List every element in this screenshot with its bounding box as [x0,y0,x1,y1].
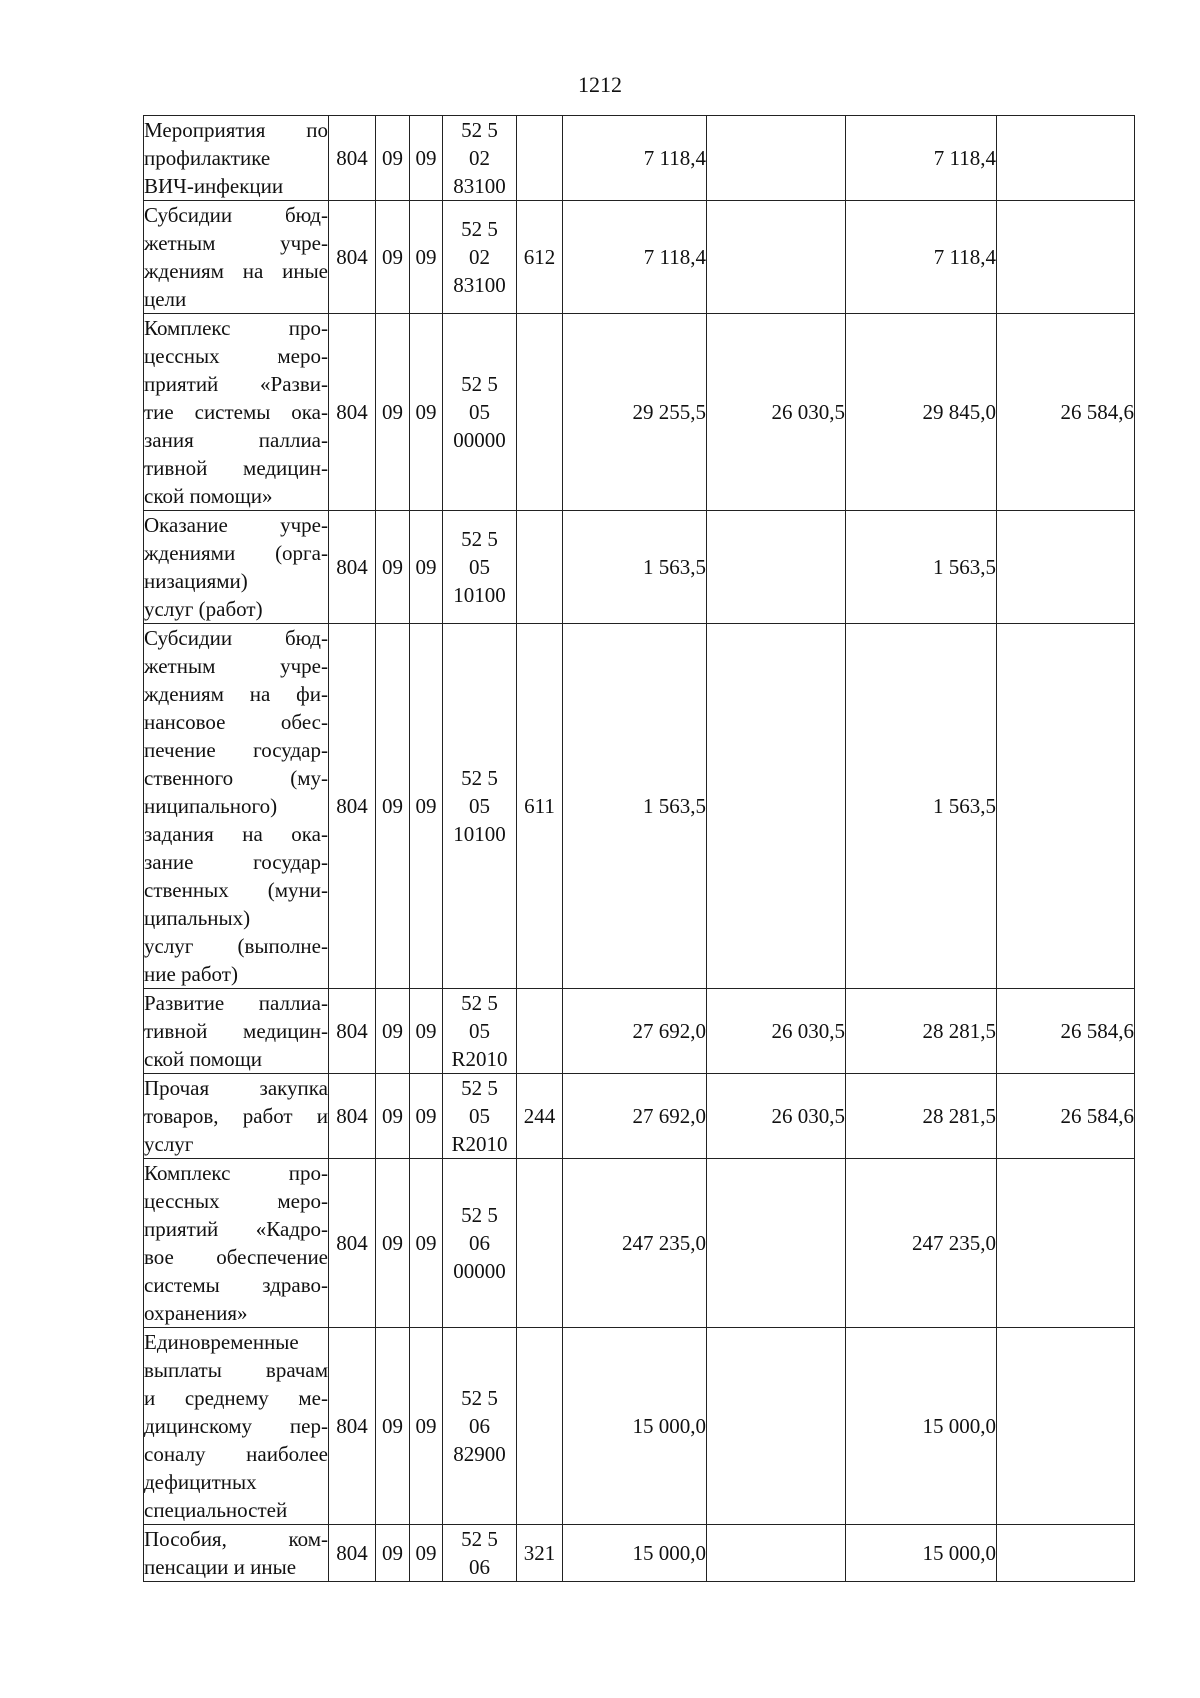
row-name-line: товаров, работ и [144,1104,328,1128]
target-article-code-line: 06 [469,1414,490,1438]
row-name-line: Развитие паллиа- [144,991,328,1015]
subsection-code: 09 [410,989,443,1074]
dept-code: 804 [329,201,376,314]
target-article-code-line: 05 [469,400,490,424]
target-article-code-line: 10100 [453,583,506,607]
table-row [144,116,1135,201]
row-name-line: жетным учре- [144,654,328,678]
table-row [144,624,1135,989]
section-code: 09 [376,1525,410,1582]
target-article-code [443,624,517,989]
target-article-code-line: 06 [469,1555,490,1579]
target-article-code-line: 83100 [453,174,506,198]
dept-code: 804 [329,116,376,201]
target-article-code [443,201,517,314]
target-article-code [443,116,517,201]
subsection-code: 09 [410,314,443,511]
amount-3: 28 281,5 [846,1074,997,1159]
row-name-line: Прочая закупка [144,1076,328,1100]
row-name-line: услуг (работ) [144,597,263,621]
row-name [144,314,329,511]
row-name-line: соналу наиболее [144,1442,328,1466]
amount-4 [997,624,1135,989]
amount-1: 15 000,0 [563,1328,707,1525]
target-article-code [443,1328,517,1525]
amount-2 [707,1525,846,1582]
section-code: 09 [376,201,410,314]
row-name [144,989,329,1074]
table-row [144,989,1135,1074]
target-article-code-line: 52 5 [461,527,498,551]
expense-type-code [517,511,563,624]
amount-1: 7 118,4 [563,116,707,201]
amount-2 [707,511,846,624]
target-article-code-line: 05 [469,1104,490,1128]
section-code: 09 [376,989,410,1074]
subsection-code: 09 [410,624,443,989]
dept-code: 804 [329,1525,376,1582]
amount-3: 7 118,4 [846,201,997,314]
target-article-code-line: 52 5 [461,1203,498,1227]
amount-4 [997,1525,1135,1582]
target-article-code-line: 82900 [453,1442,506,1466]
table-row [144,1328,1135,1525]
expense-type-code: 612 [517,201,563,314]
row-name-line: жетным учре- [144,231,328,255]
section-code: 09 [376,314,410,511]
row-name-line: Субсидии бюд- [144,626,328,650]
row-name-line: дефицитных [144,1470,257,1494]
section-code: 09 [376,624,410,989]
row-name-line: приятий «Разви- [144,372,328,396]
row-name [144,1074,329,1159]
amount-1: 1 563,5 [563,511,707,624]
table-row [144,1525,1135,1582]
row-name-line: цели [144,287,187,311]
dept-code: 804 [329,1074,376,1159]
target-article-code-line: 83100 [453,273,506,297]
row-name-line: услуг [144,1132,194,1156]
section-code: 09 [376,1328,410,1525]
row-name-line: ждениям на фи- [144,682,328,706]
row-name-line: низациями) [144,569,248,593]
target-article-code [443,1159,517,1328]
target-article-code-line: 10100 [453,822,506,846]
dept-code: 804 [329,1328,376,1525]
row-name-line: специальностей [144,1498,288,1522]
target-article-code [443,314,517,511]
row-name [144,1159,329,1328]
dept-code: 804 [329,511,376,624]
row-name-line: Единовременные [144,1330,299,1354]
amount-4: 26 584,6 [997,314,1135,511]
target-article-code-line: 52 5 [461,372,498,396]
row-name-line: ждениям на иные [144,259,328,283]
row-name-line: зание государ- [144,850,328,874]
amount-3: 1 563,5 [846,511,997,624]
target-article-code-line: 52 5 [461,217,498,241]
target-article-code-line: 52 5 [461,118,498,142]
row-name-line: тивной медицин- [144,456,328,480]
target-article-code [443,511,517,624]
amount-2 [707,1328,846,1525]
row-name-line: ской помощи [144,1047,262,1071]
row-name-line: тивной медицин- [144,1019,328,1043]
row-name-line: цессных меро- [144,344,328,368]
amount-1: 15 000,0 [563,1525,707,1582]
row-name-line: ВИЧ-инфекции [144,174,284,198]
amount-1: 27 692,0 [563,1074,707,1159]
target-article-code-line: 52 5 [461,1076,498,1100]
target-article-code-line: 52 5 [461,766,498,790]
amount-2: 26 030,5 [707,989,846,1074]
row-name-line: задания на ока- [144,822,328,846]
row-name-line: Оказание учре- [144,513,328,537]
row-name-line: профилактике [144,146,271,170]
target-article-code-line: 05 [469,1019,490,1043]
row-name [144,511,329,624]
amount-2 [707,116,846,201]
row-name-line: услуг (выполне- [144,934,328,958]
table-body [144,116,1135,1582]
amount-1: 7 118,4 [563,201,707,314]
row-name-line: ственных (муни- [144,878,328,902]
subsection-code: 09 [410,1159,443,1328]
target-article-code-line: 52 5 [461,1386,498,1410]
amount-2 [707,624,846,989]
amount-2 [707,201,846,314]
amount-3: 28 281,5 [846,989,997,1074]
budget-table [143,115,1135,1582]
target-article-code-line: 05 [469,555,490,579]
expense-type-code [517,314,563,511]
amount-4: 26 584,6 [997,1074,1135,1159]
page-number: 1212 [578,72,622,97]
amount-1: 247 235,0 [563,1159,707,1328]
row-name-line: зания паллиа- [144,428,328,452]
row-name-line: ждениями (орга- [144,541,328,565]
row-name-line: Комплекс про- [144,1161,328,1185]
row-name-line: Комплекс про- [144,316,328,340]
amount-2 [707,1159,846,1328]
table-row [144,1159,1135,1328]
row-name [144,116,329,201]
row-name-line: ственного (му- [144,766,328,790]
row-name-line: ние работ) [144,962,238,986]
row-name [144,624,329,989]
target-article-code-line: 02 [469,245,490,269]
expense-type-code: 611 [517,624,563,989]
row-name-line: нансовое обес- [144,710,328,734]
expense-type-code: 244 [517,1074,563,1159]
target-article-code-line: R2010 [451,1047,508,1071]
amount-4 [997,511,1135,624]
subsection-code: 09 [410,1525,443,1582]
target-article-code [443,1525,517,1582]
row-name-line: системы здраво- [144,1273,328,1297]
row-name-line: приятий «Кадро- [144,1217,328,1241]
target-article-code-line: 52 5 [461,991,498,1015]
amount-4 [997,1328,1135,1525]
dept-code: 804 [329,624,376,989]
row-name-line: цессных меро- [144,1189,328,1213]
expense-type-code [517,989,563,1074]
row-name-line: вое обеспечение [144,1245,328,1269]
subsection-code: 09 [410,1328,443,1525]
target-article-code [443,989,517,1074]
subsection-code: 09 [410,1074,443,1159]
target-article-code-line: 00000 [453,428,506,452]
target-article-code-line: 02 [469,146,490,170]
amount-3: 247 235,0 [846,1159,997,1328]
table-row [144,511,1135,624]
amount-2: 26 030,5 [707,1074,846,1159]
table-row [144,1074,1135,1159]
expense-type-code: 321 [517,1525,563,1582]
table-row [144,314,1135,511]
amount-3: 15 000,0 [846,1525,997,1582]
amount-1: 27 692,0 [563,989,707,1074]
amount-3: 7 118,4 [846,116,997,201]
target-article-code [443,1074,517,1159]
row-name-line: ниципального) [144,794,278,818]
amount-4 [997,116,1135,201]
amount-3: 15 000,0 [846,1328,997,1525]
amount-4 [997,201,1135,314]
row-name-line: тие системы ока- [144,400,328,424]
row-name-line: Мероприятия по [144,118,328,142]
amount-4 [997,1159,1135,1328]
expense-type-code [517,116,563,201]
row-name [144,1328,329,1525]
amount-3: 29 845,0 [846,314,997,511]
row-name-line: ской помощи» [144,484,273,508]
dept-code: 804 [329,314,376,511]
target-article-code-line: 05 [469,794,490,818]
section-code: 09 [376,511,410,624]
target-article-code-line: 06 [469,1231,490,1255]
dept-code: 804 [329,1159,376,1328]
expense-type-code [517,1328,563,1525]
row-name [144,1525,329,1582]
row-name-line: печение государ- [144,738,328,762]
amount-4: 26 584,6 [997,989,1135,1074]
subsection-code: 09 [410,511,443,624]
row-name [144,201,329,314]
subsection-code: 09 [410,116,443,201]
amount-1: 29 255,5 [563,314,707,511]
dept-code: 804 [329,989,376,1074]
expense-type-code [517,1159,563,1328]
subsection-code: 09 [410,201,443,314]
row-name-line: охранения» [144,1301,248,1325]
row-name-line: ципальных) [144,906,251,930]
row-name-line: Субсидии бюд- [144,203,328,227]
amount-2: 26 030,5 [707,314,846,511]
amount-3: 1 563,5 [846,624,997,989]
table-row [144,201,1135,314]
target-article-code-line: 00000 [453,1259,506,1283]
section-code: 09 [376,116,410,201]
section-code: 09 [376,1159,410,1328]
row-name-line: дицинскому пер- [144,1414,328,1438]
row-name-line: выплаты врачам [144,1358,328,1382]
row-name-line: пенсации и иные [144,1555,297,1579]
amount-1: 1 563,5 [563,624,707,989]
target-article-code-line: R2010 [451,1132,508,1156]
row-name-line: и среднему ме- [144,1386,328,1410]
row-name-line: Пособия, ком- [144,1527,328,1551]
target-article-code-line: 52 5 [461,1527,498,1551]
section-code: 09 [376,1074,410,1159]
